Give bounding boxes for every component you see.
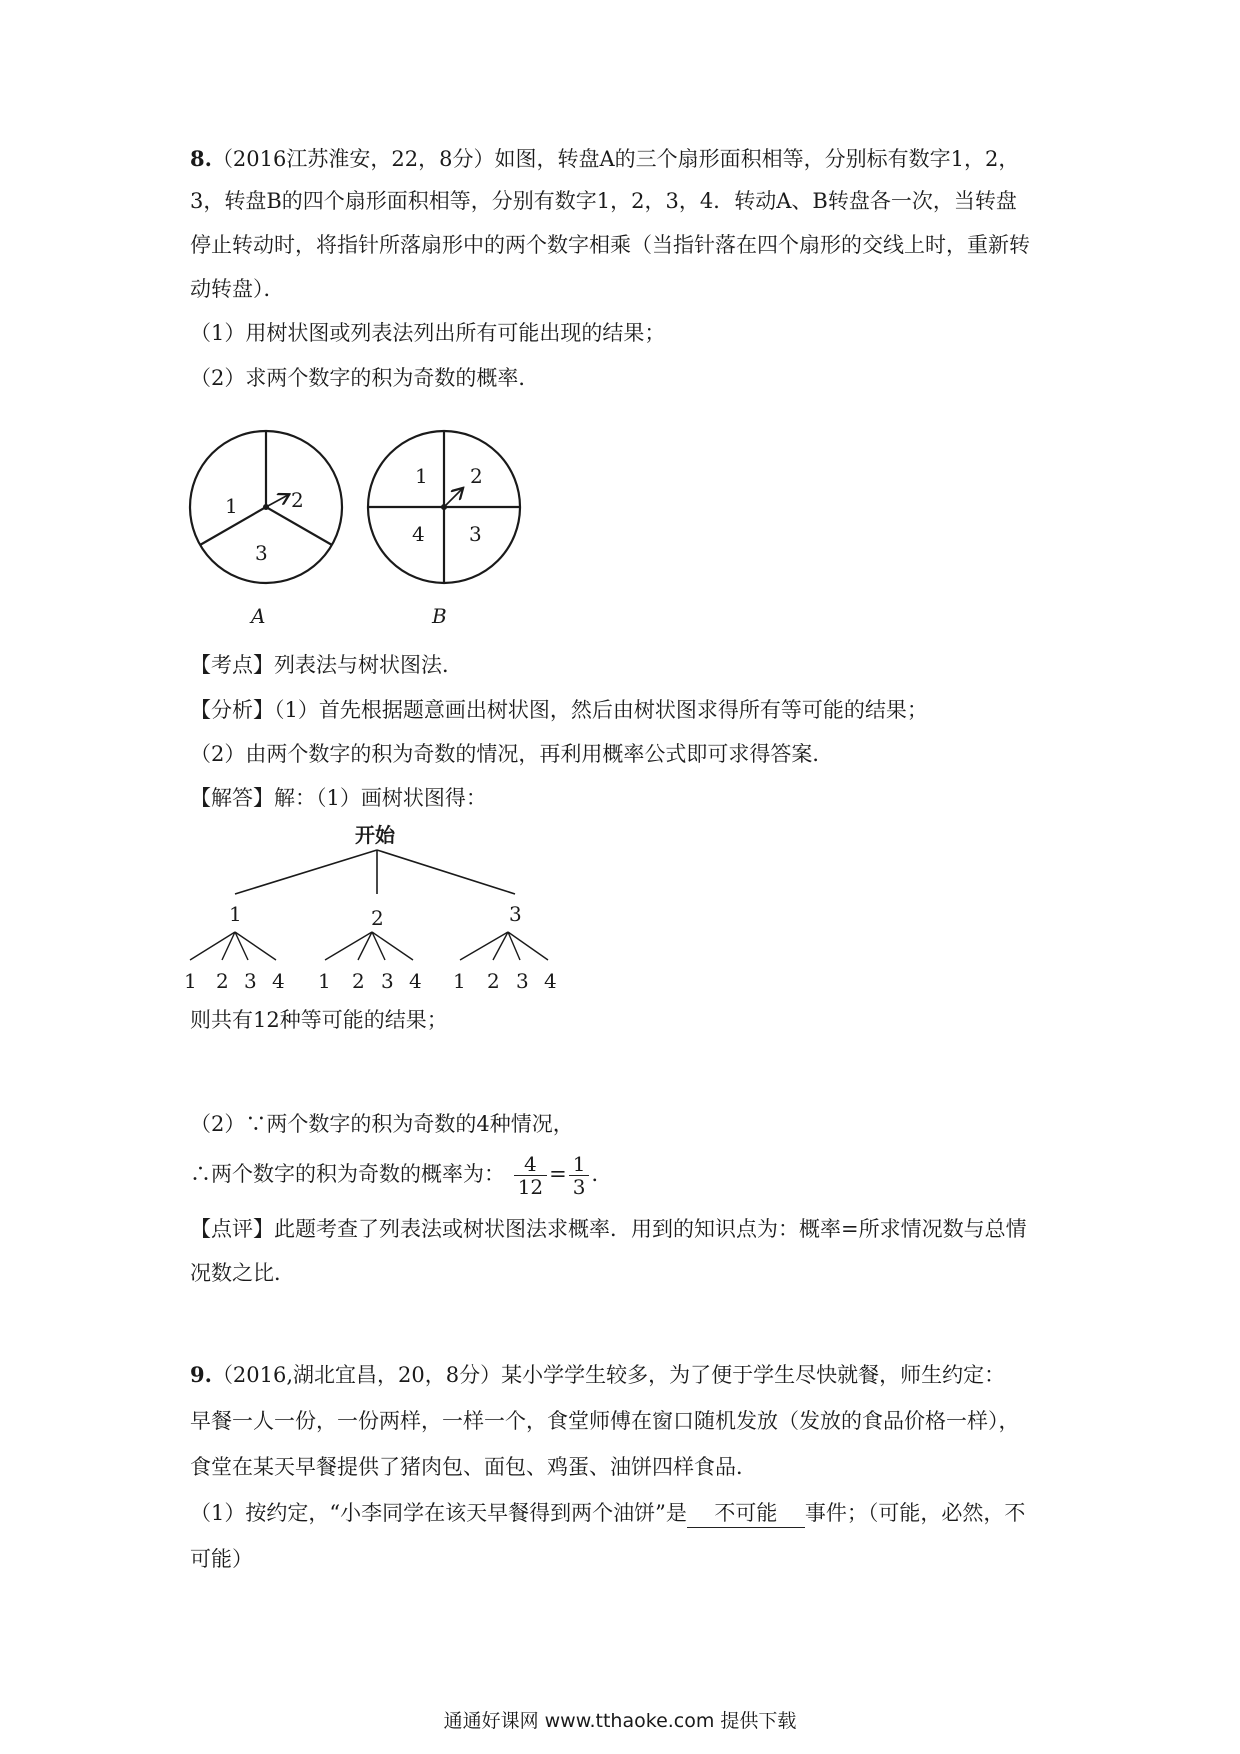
fraction-denominator: 3 (572, 1175, 586, 1199)
q8-stem-line-2: 3，转盘B的四个扇形面积相等，分别有数字1，2，3，4．转动A、B转盘各一次，当转盘 (190, 189, 1017, 213)
tree-leaf: 4 (409, 969, 422, 993)
spinner-b (368, 431, 520, 628)
spinner-a-label-1: 1 (225, 494, 238, 518)
spinner-b-caption: B (432, 604, 447, 628)
tree-leaf: 1 (453, 969, 466, 993)
q8-part2: （2）求两个数字的积为奇数的概率． (190, 366, 540, 390)
q9-part1-continuation: 可能） (190, 1547, 253, 1571)
tree-root: 开始 (355, 823, 395, 847)
spinner-b-label-1: 1 (415, 464, 428, 488)
q9-stem-line-3: 食堂在某天早餐提供了猪肉包、面包、鸡蛋、油饼四样食品． (190, 1455, 757, 1479)
page-footer: 通通好课网 www.tthaoke.com 提供下载 (443, 1710, 797, 1732)
tree-leaf: 1 (184, 969, 197, 993)
q9-part1 (190, 1499, 1025, 1528)
tree-leaf: 2 (352, 969, 365, 993)
q9-stem-line-2: 早餐一人一份，一份两样，一样一个，食堂师傅在窗口随机发放（发放的食品价格一样）， (190, 1409, 1020, 1433)
fraction-1-3 (569, 1153, 590, 1198)
q8-stem-line-4: 动转盘）． (190, 277, 285, 301)
prob-prefix: ∴两个数字的积为奇数的概率为： (190, 1162, 505, 1186)
spinner-a-pointer (266, 495, 288, 507)
fraction-4-12 (514, 1153, 547, 1198)
tree-level1-3: 3 (509, 902, 522, 926)
tree-leaf: 4 (544, 969, 557, 993)
tree-level1-2: 2 (371, 906, 384, 930)
q8-stem-line-1 (190, 145, 1019, 173)
q8-stem-line-3: 停止转动时，将指针所落扇形中的两个数字相乘（当指针落在四个扇形的交线上时，重新转 (190, 233, 1030, 257)
spinner-b-label-4: 4 (412, 522, 425, 546)
spinner-a-label-3: 3 (255, 541, 268, 565)
fraction-numerator: 4 (514, 1153, 547, 1176)
tree-group-1 (184, 932, 285, 993)
fraction-numerator: 1 (569, 1153, 590, 1176)
q9-part1-after: 事件；（可能，必然，不 (804, 1501, 1026, 1525)
q8-number: 8. (190, 146, 212, 171)
q9-number: 9. (190, 1362, 212, 1387)
spinner-b-pointer (444, 489, 462, 507)
equals-sign: = (549, 1162, 567, 1186)
tree-leaf: 1 (318, 969, 331, 993)
tree-leaf: 3 (516, 969, 529, 993)
q8-fenxi-1: 【分析】（1）首先根据题意画出树状图，然后由树状图求得所有等可能的结果； (190, 698, 928, 722)
q8-part1: （1）用树状图或列表法列出所有可能出现的结果； (190, 321, 666, 345)
spinner-b-label-3: 3 (469, 522, 482, 546)
q8-kaodian: 【考点】列表法与树状图法． (190, 653, 463, 677)
tree-group-3 (453, 932, 557, 993)
tree-diagram (180, 820, 580, 1010)
tree-level1-1: 1 (229, 902, 242, 926)
q8-part2-solution: （2）∵两个数字的积为奇数的4种情况， (190, 1112, 574, 1136)
q8-result-line: 则共有12种等可能的结果； (190, 1008, 448, 1032)
tree-leaf: 2 (216, 969, 229, 993)
q8-stem-text-1: （2016江苏淮安，22，8分）如图，转盘A的三个扇形面积相等，分别标有数字1，2， (211, 147, 1020, 171)
spinners-figure (180, 425, 550, 635)
spinner-a (190, 431, 342, 628)
tree-leaf: 4 (272, 969, 285, 993)
tree-leaf: 2 (487, 969, 500, 993)
prob-end: ． (591, 1162, 613, 1186)
spinner-a-label-2: 2 (291, 488, 304, 512)
q8-dianping-1: 【点评】此题考查了列表法或树状图法求概率．用到的知识点为：概率=所求情况数与总情 (190, 1217, 1027, 1241)
spinner-b-label-2: 2 (470, 464, 483, 488)
q8-probability-line (190, 1148, 612, 1200)
q8-dianping-2: 况数之比． (190, 1261, 295, 1285)
q9-part1-before: （1）按约定，“小李同学在该天早餐得到两个油饼”是 (190, 1501, 687, 1525)
fraction-denominator: 12 (517, 1175, 544, 1199)
spinner-a-caption: A (251, 604, 266, 628)
q9-stem-text-1: （2016,湖北宜昌，20，8分）某小学学生较多，为了便于学生尽快就餐，师生约定： (211, 1363, 1006, 1387)
q9-stem-line-1 (190, 1361, 1005, 1389)
q9-answer-blank: 不可能 (687, 1499, 805, 1528)
tree-leaf: 3 (381, 969, 394, 993)
q8-jieda: 【解答】解：（1）画树状图得： (190, 786, 487, 810)
tree-leaf: 3 (244, 969, 257, 993)
tree-group-2 (318, 932, 422, 993)
q8-fenxi-2: （2）由两个数字的积为奇数的情况，再利用概率公式即可求得答案． (190, 742, 834, 766)
